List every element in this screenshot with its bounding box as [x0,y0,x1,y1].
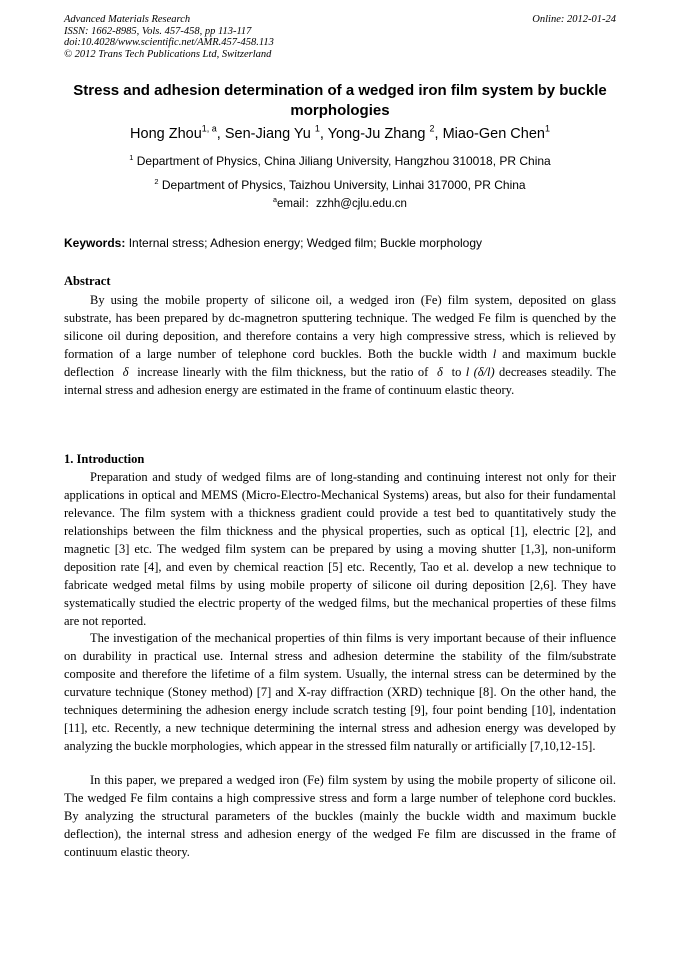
affiliation-text: Department of Physics, Taizhou University, Linhai 317000, PR China [161,178,526,192]
keywords [64,236,616,250]
keywords-label: Keywords: [64,236,126,250]
symbol-width: l [492,347,497,361]
author-name: Hong Zhou [130,126,202,142]
keywords-text: Internal stress; Adhesion energy; Wedged film; Buckle morphology [128,236,482,250]
contact-email [64,198,616,211]
symbol-deflection: δ [122,365,129,379]
author-affiliation-mark: 1 [314,123,320,134]
copyright-line: © 2012 Trans Tech Publications Ltd, Switzerland [64,48,272,60]
author-affiliation-mark: 1 [544,123,550,134]
doi-line: doi:10.4028/www.scientific.net/AMR.457-458.113 [64,37,274,48]
abstract-text [64,291,616,399]
abstract-segment: decreases steadily. The internal stress and adhesion energy are estimated in the frame of continuum elastic theory. [64,365,617,397]
affiliation-2 [64,178,616,192]
symbol-ratio: (δ/l) [473,365,495,379]
issn-line: ISSN: 1662-8985, Vols. 457-458, pp 113-117 [64,25,252,37]
affiliation-1 [64,154,616,168]
author-name: Sen-Jiang Yu [224,126,311,142]
author-name: Yong-Ju Zhang [327,126,426,142]
abstract-segment: increase linearly with the film thickness, but the ratio of [137,365,429,379]
abstract-heading: Abstract [64,274,111,288]
intro-paragraph-3: In this paper, we prepared a wedged iron (Fe) film system by using the mobile property of silicone oil. The wedged Fe film contains a high compressive stress and form a large number of telephone cord buckles. By analyzing the structural parameters of the buckles (mainly the buckle width and maximum buckle deflection), the internal stress and adhesion energy of the wedged Fe film are discussed in the frame of continuum elastic theory. [64,773,616,859]
affiliation-mark: 2 [154,176,159,186]
abstract-segment: to [451,365,462,379]
abstract-segment: By using the mobile property of silicone oil, a wedged iron (Fe) film system, deposited on glass substrate, has been prepared by dc-magnetron sputtering technique. The wedged Fe film is quenched by the silicone oil during deposition, and therefore contains a very high compressive stress, which is relieved by formation of a large number of telephone cord buckles. Both the buckle width [64,293,616,361]
author-name: Miao-Gen Chen [442,126,545,142]
author-list: Hong Zhou$^{1, a}$, Sen-Jiang Yu $^1$, Yong-Ju Zhang $^2$, Miao-Gen Chen$^1$ [130,123,550,142]
abstract-segment: and maximum buckle deflection [64,347,617,379]
journal-name: Advanced Materials Research [64,14,191,25]
intro-paragraph-1: Preparation and study of wedged films are of long-standing and continuing interest not only for their applications in optical and MEMS (Micro-Electro-Mechanical Systems) areas, but also for their fundamental relevance. The film system with a thickness gradient could provide a test bed to quantitatively study the relationships between the film thickness and the physical properties, such as optical [1], electric [2], and magnetic [3] etc. The wedged film system can be prepared by using a moving shutter [1,3], non-uniform deposition rate [4], and even by chemical reaction [5] etc. Recently, Tao et al. develop a new technique to fabricate wedged metal films by using mobile property of silicone oil during deposition [2,6]. They have systematically studied the electric property of the wedged films, but the mechanical properties of these films are not reported. [64,470,616,628]
symbol-width: l [465,365,470,379]
intro-paragraph-2: The investigation of the mechanical properties of thin films is very important because of their influence on durability in practical use. Internal stress and adhesion determine the stability of the film/substrate composite and therefore the lifetime of a film system. Usually, the internal stress can be determined by the curvature technique (Stoney method) [7] and X-ray diffraction (XRD) technique [8]. On the other hand, the techniques determining the adhesion energy include scratch testing [9], four point bending [10], indentation [11], etc. Recently, a new technique determining the internal stress and adhesion energy was developed by analyzing the buckle morphologies, which appear in the stressed film naturally or artificially [7,10,12-15]. [64,631,616,753]
author-affiliation-mark: 1, a [201,123,217,134]
introduction-heading: 1. Introduction [64,452,145,466]
online-date: Online: 2012-01-24 [532,14,616,25]
running-header [64,14,616,60]
affiliation-text: Department of Physics, China Jiliang University, Hangzhou 310018, PR China [136,154,551,168]
email-mark: a [273,196,278,205]
author-affiliation-mark: 2 [429,123,435,134]
email-text: email：zzhh@cjlu.edu.cn [277,198,407,210]
affiliation-mark: 1 [129,152,134,162]
symbol-deflection: δ [437,365,443,379]
paper-title: Stress and adhesion determination of a wedged iron film system by buckle morphologies [73,82,607,119]
